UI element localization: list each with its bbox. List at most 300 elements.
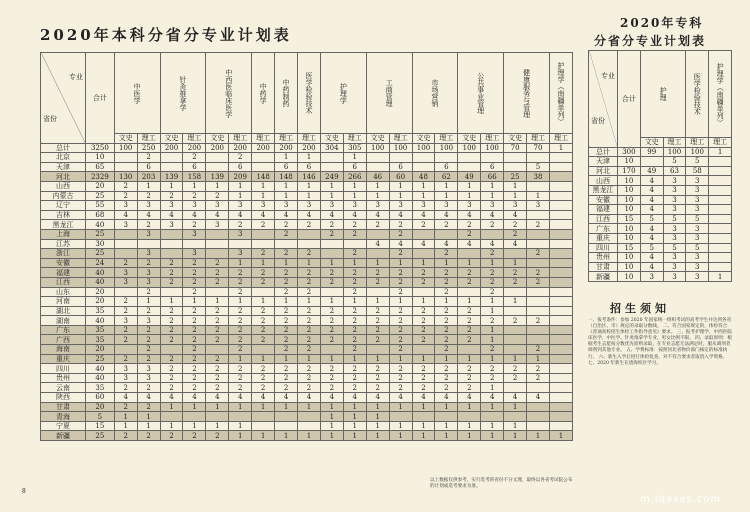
value-cell bbox=[160, 412, 183, 422]
value-cell: 1 bbox=[160, 402, 183, 412]
province-cell: 湖北 bbox=[41, 306, 86, 316]
value-cell: 1 bbox=[320, 191, 343, 201]
value-cell: 2 bbox=[343, 268, 366, 278]
value-cell: 49 bbox=[640, 166, 663, 176]
value-cell: 1 bbox=[183, 402, 206, 412]
value-cell: 48 bbox=[412, 172, 435, 182]
table-row bbox=[41, 364, 573, 374]
value-cell: 4 bbox=[137, 393, 160, 403]
value-cell: 2 bbox=[435, 306, 458, 316]
value-cell: 100 bbox=[412, 143, 435, 153]
value-cell: 1 bbox=[298, 354, 321, 364]
value-cell: 4 bbox=[640, 176, 663, 186]
value-cell: 3 bbox=[640, 272, 663, 282]
value-cell bbox=[114, 239, 137, 249]
value-cell: 2 bbox=[412, 364, 435, 374]
subject-header: 理工 bbox=[183, 134, 206, 144]
table-row bbox=[41, 249, 573, 259]
value-cell bbox=[366, 287, 389, 297]
value-cell: 2 bbox=[137, 153, 160, 163]
value-cell: 3 bbox=[663, 176, 686, 186]
value-cell: 2 bbox=[206, 268, 229, 278]
value-cell: 200 bbox=[229, 143, 252, 153]
value-cell: 2 bbox=[320, 383, 343, 393]
value-cell: 2 bbox=[160, 373, 183, 383]
value-cell bbox=[549, 297, 572, 307]
value-cell: 4 bbox=[366, 239, 389, 249]
value-cell: 2 bbox=[343, 249, 366, 259]
major-header bbox=[504, 53, 550, 134]
table-row bbox=[41, 412, 573, 422]
value-cell bbox=[527, 335, 550, 345]
value-cell: 5 bbox=[640, 214, 663, 224]
value-cell bbox=[412, 412, 435, 422]
value-cell: 100 bbox=[435, 143, 458, 153]
value-cell: 2 bbox=[389, 287, 412, 297]
table-row bbox=[41, 239, 573, 249]
value-cell: 5 bbox=[640, 243, 663, 253]
value-cell: 2 bbox=[183, 383, 206, 393]
value-cell: 25 bbox=[504, 172, 527, 182]
total-cell: 60 bbox=[86, 393, 115, 403]
value-cell bbox=[504, 383, 527, 393]
province-cell: 安徽 bbox=[589, 195, 618, 205]
value-cell: 2 bbox=[504, 229, 527, 239]
subject-header: 理工 bbox=[481, 134, 504, 144]
value-cell: 2 bbox=[275, 345, 298, 355]
table-row bbox=[589, 157, 732, 167]
total-cell: 15 bbox=[618, 243, 641, 253]
value-cell bbox=[137, 239, 160, 249]
province-cell: 湖南 bbox=[41, 316, 86, 326]
subject-header: 文史 bbox=[206, 134, 229, 144]
table-row bbox=[589, 195, 732, 205]
value-cell bbox=[435, 412, 458, 422]
value-cell: 2 bbox=[114, 258, 137, 268]
value-cell: 4 bbox=[412, 210, 435, 220]
value-cell bbox=[481, 229, 504, 239]
value-cell: 4 bbox=[640, 185, 663, 195]
value-cell: 1 bbox=[183, 421, 206, 431]
total-cell: 10 bbox=[618, 176, 641, 186]
table-row bbox=[41, 181, 573, 191]
value-cell: 2 bbox=[183, 316, 206, 326]
value-cell: 2 bbox=[458, 325, 481, 335]
total-cell: 10 bbox=[618, 195, 641, 205]
value-cell: 4 bbox=[640, 233, 663, 243]
value-cell: 2 bbox=[275, 383, 298, 393]
value-cell: 2 bbox=[458, 268, 481, 278]
value-cell: 203 bbox=[137, 172, 160, 182]
value-cell: 1 bbox=[343, 181, 366, 191]
header-row-majors bbox=[41, 53, 573, 134]
header-row-subjects bbox=[41, 134, 573, 144]
value-cell bbox=[252, 239, 275, 249]
corner-cell bbox=[589, 51, 618, 148]
value-cell: 2 bbox=[206, 354, 229, 364]
value-cell bbox=[549, 210, 572, 220]
province-cell: 四川 bbox=[589, 243, 618, 253]
value-cell: 1 bbox=[389, 431, 412, 441]
value-cell bbox=[709, 243, 732, 253]
value-cell: 2 bbox=[412, 383, 435, 393]
value-cell bbox=[458, 345, 481, 355]
value-cell bbox=[389, 153, 412, 163]
total-cell: 10 bbox=[86, 153, 115, 163]
total-cell: 20 bbox=[86, 181, 115, 191]
major-header bbox=[686, 51, 709, 138]
table-row bbox=[41, 220, 573, 230]
major-name: 护理 bbox=[659, 87, 668, 101]
value-cell: 2 bbox=[481, 277, 504, 287]
value-cell bbox=[366, 153, 389, 163]
value-cell: 2 bbox=[275, 325, 298, 335]
value-cell bbox=[458, 162, 481, 172]
value-cell bbox=[320, 249, 343, 259]
value-cell: 1 bbox=[366, 297, 389, 307]
value-cell: 2 bbox=[389, 345, 412, 355]
value-cell: 1 bbox=[229, 421, 252, 431]
value-cell: 4 bbox=[275, 210, 298, 220]
value-cell: 1 bbox=[298, 297, 321, 307]
value-cell: 2 bbox=[252, 306, 275, 316]
province-cell: 四川 bbox=[41, 364, 86, 374]
table-row bbox=[589, 253, 732, 263]
value-cell: 2 bbox=[160, 306, 183, 316]
total-cell: 30 bbox=[86, 239, 115, 249]
value-cell bbox=[183, 412, 206, 422]
value-cell: 2 bbox=[137, 325, 160, 335]
major-header bbox=[206, 53, 252, 134]
value-cell: 1 bbox=[298, 153, 321, 163]
province-cell: 重庆 bbox=[589, 233, 618, 243]
value-cell: 100 bbox=[114, 143, 137, 153]
value-cell bbox=[549, 249, 572, 259]
value-cell: 2 bbox=[412, 277, 435, 287]
value-cell: 2 bbox=[183, 277, 206, 287]
value-cell: 2 bbox=[298, 325, 321, 335]
value-cell bbox=[458, 287, 481, 297]
total-header: 合计 bbox=[86, 53, 115, 144]
value-cell bbox=[549, 306, 572, 316]
subject-header: 文史 bbox=[114, 134, 137, 144]
table-footnote: 以上数据仅供参考，实行选考的省份不分文理，最终以各省考试院公布的计划或选考要求为准。 bbox=[430, 478, 573, 489]
value-cell: 1 bbox=[389, 191, 412, 201]
value-cell: 1 bbox=[481, 421, 504, 431]
value-cell: 1 bbox=[366, 402, 389, 412]
value-cell: 6 bbox=[183, 162, 206, 172]
admission-notes-title: 招生须知 bbox=[610, 302, 670, 315]
value-cell: 2 bbox=[137, 431, 160, 441]
value-cell: 2 bbox=[435, 287, 458, 297]
value-cell bbox=[206, 249, 229, 259]
total-cell: 68 bbox=[86, 210, 115, 220]
value-cell: 3 bbox=[389, 201, 412, 211]
value-cell: 1 bbox=[343, 258, 366, 268]
value-cell bbox=[114, 162, 137, 172]
value-cell: 2 bbox=[137, 287, 160, 297]
value-cell: 1 bbox=[366, 191, 389, 201]
value-cell: 4 bbox=[458, 239, 481, 249]
value-cell: 1 bbox=[412, 297, 435, 307]
value-cell: 2 bbox=[481, 249, 504, 259]
table-row bbox=[589, 185, 732, 195]
value-cell: 2 bbox=[504, 316, 527, 326]
value-cell bbox=[504, 249, 527, 259]
value-cell: 1 bbox=[229, 431, 252, 441]
province-cell: 江苏 bbox=[41, 239, 86, 249]
major-name: 中西医临床医学 bbox=[224, 68, 233, 118]
value-cell: 1 bbox=[366, 258, 389, 268]
table-row bbox=[589, 147, 732, 157]
value-cell bbox=[549, 402, 572, 412]
value-cell: 2 bbox=[275, 249, 298, 259]
value-cell: 2 bbox=[298, 287, 321, 297]
province-cell: 天津 bbox=[589, 157, 618, 167]
value-cell: 2 bbox=[229, 364, 252, 374]
value-cell: 3 bbox=[458, 201, 481, 211]
value-cell: 2 bbox=[298, 220, 321, 230]
value-cell: 2 bbox=[298, 277, 321, 287]
value-cell bbox=[709, 262, 732, 272]
value-cell: 2 bbox=[229, 268, 252, 278]
value-cell: 3 bbox=[137, 201, 160, 211]
value-cell: 2 bbox=[366, 268, 389, 278]
value-cell: 2 bbox=[183, 325, 206, 335]
value-cell bbox=[549, 277, 572, 287]
value-cell: 1 bbox=[389, 258, 412, 268]
value-cell: 1 bbox=[481, 297, 504, 307]
subject-header: 理工 bbox=[229, 134, 252, 144]
value-cell: 2 bbox=[481, 364, 504, 374]
province-cell: 福建 bbox=[589, 205, 618, 215]
value-cell: 2 bbox=[481, 287, 504, 297]
subject-header: 文史 bbox=[458, 134, 481, 144]
value-cell: 2 bbox=[343, 220, 366, 230]
value-cell: 2 bbox=[183, 153, 206, 163]
value-cell: 1 bbox=[252, 354, 275, 364]
value-cell: 1 bbox=[343, 402, 366, 412]
province-cell: 新疆 bbox=[589, 272, 618, 282]
value-cell: 2 bbox=[206, 383, 229, 393]
value-cell: 2 bbox=[160, 431, 183, 441]
value-cell: 1 bbox=[709, 147, 732, 157]
value-cell: 1 bbox=[389, 181, 412, 191]
value-cell bbox=[527, 153, 550, 163]
value-cell: 1 bbox=[458, 402, 481, 412]
value-cell: 4 bbox=[527, 393, 550, 403]
value-cell: 4 bbox=[252, 210, 275, 220]
value-cell: 249 bbox=[320, 172, 343, 182]
major-name: 医学检验技术 bbox=[693, 73, 702, 115]
right-title-line1: 2020年专科 bbox=[620, 16, 704, 30]
value-cell: 1 bbox=[343, 421, 366, 431]
value-cell: 2 bbox=[320, 364, 343, 374]
subject-header: 理工 bbox=[549, 134, 572, 144]
value-cell: 1 bbox=[275, 181, 298, 191]
value-cell bbox=[252, 412, 275, 422]
value-cell: 2 bbox=[481, 268, 504, 278]
value-cell bbox=[504, 287, 527, 297]
value-cell: 2 bbox=[183, 306, 206, 316]
value-cell: 2 bbox=[412, 316, 435, 326]
value-cell: 2 bbox=[389, 364, 412, 374]
value-cell: 4 bbox=[343, 393, 366, 403]
value-cell: 46 bbox=[366, 172, 389, 182]
value-cell: 1 bbox=[389, 402, 412, 412]
value-cell: 1 bbox=[320, 421, 343, 431]
value-cell: 1 bbox=[298, 431, 321, 441]
value-cell bbox=[709, 253, 732, 263]
value-cell: 1 bbox=[481, 335, 504, 345]
value-cell bbox=[458, 153, 481, 163]
total-cell: 40 bbox=[86, 316, 115, 326]
value-cell: 5 bbox=[663, 214, 686, 224]
value-cell: 1 bbox=[366, 412, 389, 422]
value-cell: 2 bbox=[183, 191, 206, 201]
value-cell: 4 bbox=[481, 239, 504, 249]
value-cell: 2 bbox=[183, 258, 206, 268]
value-cell: 2 bbox=[275, 277, 298, 287]
total-cell: 300 bbox=[618, 147, 641, 157]
value-cell bbox=[298, 229, 321, 239]
total-cell: 40 bbox=[86, 277, 115, 287]
province-cell: 宁夏 bbox=[41, 421, 86, 431]
value-cell: 2 bbox=[343, 364, 366, 374]
value-cell: 1 bbox=[275, 258, 298, 268]
value-cell: 4 bbox=[481, 393, 504, 403]
value-cell: 5 bbox=[686, 214, 709, 224]
value-cell: 2 bbox=[298, 306, 321, 316]
major-name: 护理学（南疆单列） bbox=[556, 61, 565, 125]
value-cell: 1 bbox=[137, 181, 160, 191]
value-cell: 2 bbox=[320, 325, 343, 335]
value-cell: 6 bbox=[343, 162, 366, 172]
value-cell: 1 bbox=[481, 383, 504, 393]
value-cell: 2 bbox=[435, 249, 458, 259]
total-cell: 25 bbox=[86, 354, 115, 364]
value-cell: 1 bbox=[504, 297, 527, 307]
value-cell: 1 bbox=[458, 191, 481, 201]
total-cell: 5 bbox=[86, 412, 115, 422]
value-cell: 3 bbox=[206, 201, 229, 211]
subject-header: 理工 bbox=[298, 134, 321, 144]
value-cell: 3 bbox=[435, 201, 458, 211]
value-cell bbox=[366, 162, 389, 172]
value-cell: 146 bbox=[298, 172, 321, 182]
value-cell bbox=[412, 345, 435, 355]
total-cell: 25 bbox=[86, 431, 115, 441]
total-cell: 40 bbox=[86, 220, 115, 230]
value-cell: 4 bbox=[640, 253, 663, 263]
value-cell: 2 bbox=[527, 316, 550, 326]
major-name: 健康服务与管理 bbox=[522, 68, 531, 118]
total-header: 合计 bbox=[618, 51, 641, 148]
value-cell: 6 bbox=[137, 162, 160, 172]
table-row bbox=[41, 383, 573, 393]
province-cell: 内蒙古 bbox=[41, 191, 86, 201]
value-cell: 4 bbox=[389, 393, 412, 403]
subject-header: 文史 bbox=[366, 134, 389, 144]
province-cell: 浙江 bbox=[41, 249, 86, 259]
value-cell: 305 bbox=[343, 143, 366, 153]
value-cell: 2 bbox=[160, 364, 183, 374]
value-cell bbox=[549, 153, 572, 163]
value-cell: 5 bbox=[527, 162, 550, 172]
value-cell: 3 bbox=[114, 277, 137, 287]
value-cell: 4 bbox=[389, 210, 412, 220]
major-corner-label: 专业 bbox=[601, 72, 615, 81]
value-cell bbox=[275, 421, 298, 431]
value-cell: 2 bbox=[435, 316, 458, 326]
value-cell: 2 bbox=[343, 383, 366, 393]
value-cell bbox=[709, 157, 732, 167]
value-cell: 139 bbox=[206, 172, 229, 182]
value-cell bbox=[527, 181, 550, 191]
major-name: 中药制药 bbox=[282, 79, 291, 107]
total-cell: 35 bbox=[86, 383, 115, 393]
value-cell: 2 bbox=[275, 287, 298, 297]
value-cell: 2 bbox=[343, 335, 366, 345]
value-cell bbox=[549, 345, 572, 355]
value-cell: 1 bbox=[527, 191, 550, 201]
value-cell: 4 bbox=[298, 393, 321, 403]
total-cell: 20 bbox=[86, 287, 115, 297]
value-cell: 2 bbox=[137, 335, 160, 345]
value-cell: 3 bbox=[160, 220, 183, 230]
value-cell: 2 bbox=[504, 373, 527, 383]
value-cell: 1 bbox=[160, 181, 183, 191]
province-cell: 山西 bbox=[589, 176, 618, 186]
value-cell: 1 bbox=[504, 354, 527, 364]
value-cell: 2 bbox=[275, 373, 298, 383]
value-cell: 1 bbox=[481, 181, 504, 191]
value-cell: 2 bbox=[412, 373, 435, 383]
value-cell: 2 bbox=[320, 220, 343, 230]
value-cell: 2 bbox=[206, 316, 229, 326]
value-cell: 1 bbox=[343, 431, 366, 441]
total-cell: 10 bbox=[618, 262, 641, 272]
value-cell bbox=[527, 210, 550, 220]
value-cell: 148 bbox=[275, 172, 298, 182]
total-cell: 10 bbox=[618, 253, 641, 263]
province-cell: 河北 bbox=[41, 172, 86, 182]
province-cell: 山西 bbox=[41, 181, 86, 191]
value-cell: 2 bbox=[160, 325, 183, 335]
value-cell: 2 bbox=[206, 335, 229, 345]
value-cell bbox=[458, 249, 481, 259]
value-cell: 2 bbox=[252, 325, 275, 335]
value-cell: 1 bbox=[549, 431, 572, 441]
value-cell bbox=[206, 345, 229, 355]
value-cell: 1 bbox=[275, 153, 298, 163]
value-cell bbox=[114, 249, 137, 259]
value-cell: 2 bbox=[527, 268, 550, 278]
value-cell: 4 bbox=[435, 239, 458, 249]
value-cell bbox=[504, 335, 527, 345]
value-cell: 2 bbox=[320, 229, 343, 239]
value-cell: 2 bbox=[275, 316, 298, 326]
value-cell: 4 bbox=[389, 239, 412, 249]
value-cell: 2 bbox=[320, 277, 343, 287]
value-cell bbox=[252, 229, 275, 239]
value-cell: 1 bbox=[481, 191, 504, 201]
value-cell: 2 bbox=[343, 306, 366, 316]
value-cell bbox=[481, 153, 504, 163]
value-cell: 2 bbox=[458, 277, 481, 287]
value-cell: 2 bbox=[229, 316, 252, 326]
value-cell bbox=[412, 153, 435, 163]
